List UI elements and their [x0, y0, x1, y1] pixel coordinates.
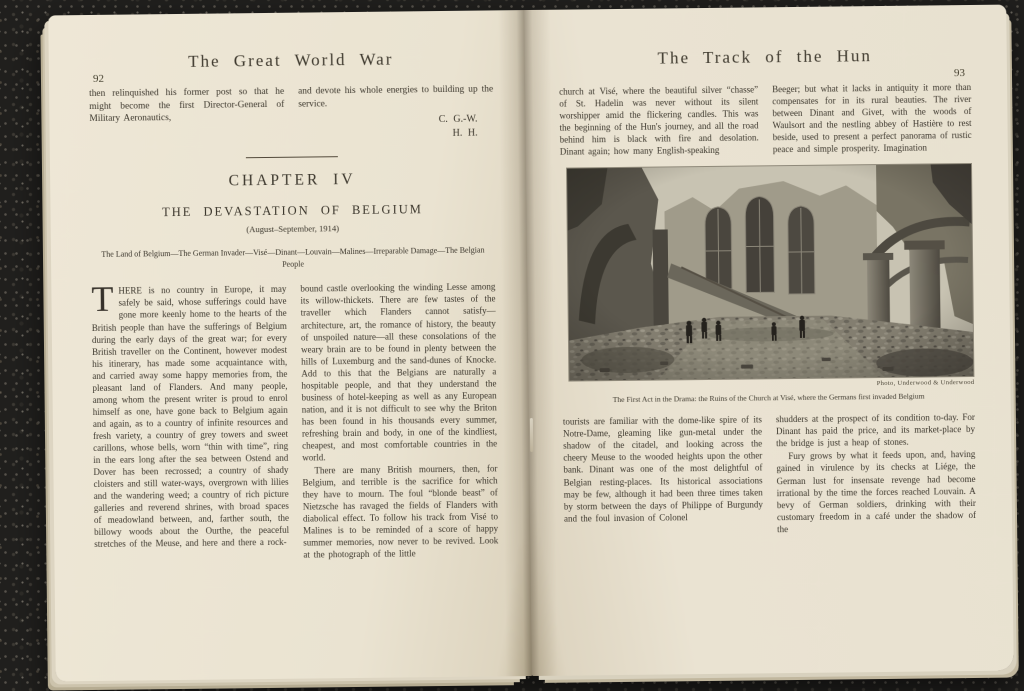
- intro-column-2-text: and devote his whole energies to building up the service.: [298, 84, 494, 110]
- running-head-right: The Track of the Hun: [657, 46, 873, 68]
- body-column-1-text: HERE is no country in Europe, it may safely be said, whose sufferings could have gone more keenly home to the hearts of the British people than have the sufferings of Belgium during the early days of the great war; for every British traveller on the Continent, however modest his itinerary, has made some acquaintance with, and carried away some happy memories from, the pleasant land of Flanders. And many people, among whom the present writer is proud to enrol himself as one, have gone back to Belgium again and again, as to a country of infinite resources and fresh variety, a country of grey towers and sweet carillons, whose bells, worn “thin with time”, ring in the ears long after the sea between Ostend and Dover has been recrossed; a country of shady cloisters and still water-ways, overgrown with lilies and the wandering weed; a country of rich picture galleries and reverend shrines, with broad spaces of meadowland between, and, farther south, the billowy woods about the Ourthe, the peaceful stretches of the Meuse, and here and there a rock-: [91, 284, 290, 550]
- chapter-date: (August–September, 1914): [246, 223, 340, 235]
- bottom-column-2-para1: shudders at the prospect of its condition to-day. For Dinant has paid the price, and its market-place by the bridge is just a heap of stones.: [775, 412, 976, 449]
- top-column-2: Beeger; but what it lacks in antiquity it more than compensates for in its rural beauties. The river between Dinant and Givet, with the woods of Waulsort and the nestling abbey of Hastière to rest beside, used to present a perfect panorama of rustic peace and simple prosperity. Imagination: [772, 81, 972, 155]
- drop-cap: T: [91, 279, 114, 320]
- intro-column-2: [298, 83, 494, 142]
- intro-column-1: then relinquished his former post so that he might become the first Director-General of Military Aeronautics,: [89, 86, 285, 125]
- photo-vignette: [567, 164, 973, 381]
- body-column-2: [300, 281, 498, 561]
- open-book: [48, 5, 1013, 682]
- chapter-title: THE DEVASTATION OF BELGIUM: [162, 202, 423, 220]
- top-columns: [559, 81, 972, 158]
- body-column-1: [91, 279, 290, 563]
- intro-columns: [89, 83, 494, 145]
- bottom-columns: [563, 411, 976, 537]
- church-ruins-photo: [566, 163, 974, 382]
- photo-caption: The First Act in the Drama: the Ruins of the Church at Visé, where the Germans first invaded Belgium: [612, 391, 925, 405]
- running-head-left: The Great World War: [188, 49, 394, 71]
- body-column-2-para1: bound castle overlooking the winding Lesse among its willow-thickets. There are few tastes of the traveller which Flanders cannot satisfy—architecture, art, the romance of history, the beauty of unspoiled nature—all these consolations of the weary brain are to be found in plenty between the hills of Luxemburg and the sand-dunes of Knocke. Add to this that the Belgians are naturally a hospitable people, and that they understand the business of hotel-keeping as well as any European nation, and it is not difficult to see why the Briton has been found in his thousands every summer, refreshing brain and body, in one of the kindliest, cheapest, and most comfortable countries in the world.: [300, 281, 498, 463]
- bottom-column-1: tourists are familiar with the dome-like spire of its Notre-Dame, gleaming like gun-metal under the shadow of the citadel, and looking across the cheery Meuse to the wooded heights upon the other bank. Dinant was one of the most delightful of Belgian resting-places. Its historical associations may be few, although it had been three times taken by storm between the days of Philippe of Burgundy and the foul invasion of Colonel: [562, 414, 763, 524]
- chapter-heading: CHAPTER IV: [228, 171, 356, 190]
- page-number-left: 92: [92, 72, 105, 85]
- left-page: [48, 10, 532, 681]
- body-column-2-para2: There are many British mourners, then, for Belgium, and terrible is the sacrifice for which they have to mourn. The foul “blonde beast” of Nietzsche has ravaged the fields of Flanders with diabolical effect. To follow his track from Visé to Malines is to be reminded of a score of happy summer memories, now never to be revived. Look at the photograph of the little: [302, 463, 499, 561]
- right-page: [524, 5, 1014, 676]
- top-column-1: church at Visé, where the beautiful silver “chasse” of St. Hadelin was never without its silent worshipper amid the flickering candles. This was the beginning of the Hun's journey, and all the road behind him is black with fire and desolation. Dinant again; how many English-speaking: [559, 84, 759, 157]
- author-initials: C. G.-W. H. H.: [438, 113, 478, 140]
- section-divider: [246, 156, 338, 158]
- photo-credit: Photo, Underwood & Underwood: [876, 379, 975, 388]
- bottom-column-2: [776, 411, 976, 535]
- binding-stitch: [530, 418, 533, 452]
- body-columns: [91, 281, 498, 564]
- church-ruins-illustration: [567, 164, 973, 381]
- page-number-right: 93: [953, 67, 966, 80]
- bottom-column-2-para2: Fury grows by what it feeds upon, and, having gained in virulence by its checks at Liége, the German lust for insensate revenge had become irrational by the time the forces reached Louvain. A bevy of German soldiers, drinking with their customary freedom in a café under the shadow of the: [776, 449, 977, 534]
- chapter-summary: The Land of Belgium—The German Invader—Visé—Dinant—Louvain—Malines—Irreparable Damage—The Belgian People: [101, 245, 485, 270]
